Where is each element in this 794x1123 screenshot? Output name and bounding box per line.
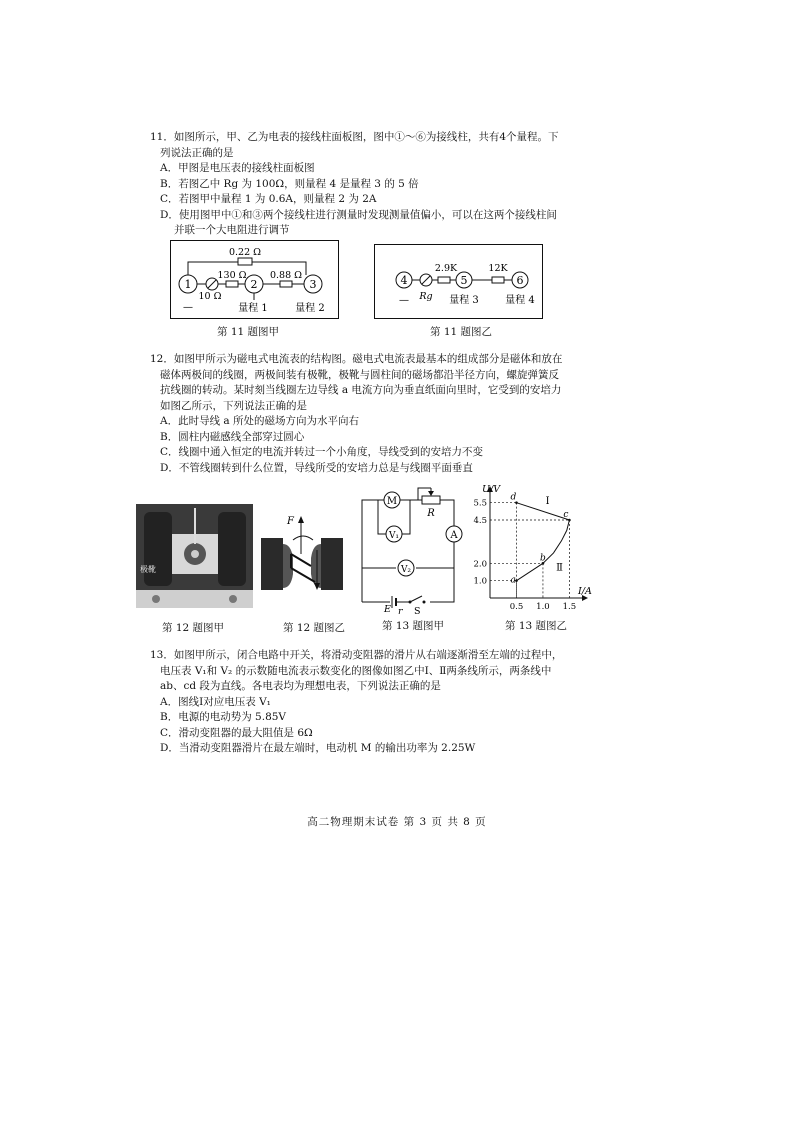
q13-option-b: B．电源的电动势为 5.85V (160, 711, 287, 723)
page-footer: 高二物理期末试卷 第 3 页 共 8 页 (307, 816, 487, 828)
resistor-2.9k-label: 2.9K (434, 263, 458, 274)
question-12 (150, 352, 590, 476)
force-f-label: F (287, 516, 294, 527)
q11-option-a: A．甲图是电压表的接线柱面板图 (160, 162, 315, 174)
series-label-2: Ⅱ (556, 562, 563, 574)
q11-figure-b-caption: 第 11 题图乙 (430, 326, 493, 338)
q13-figure-a-caption: 第 13 题图甲 (382, 620, 445, 632)
point-label-c: c (563, 510, 569, 520)
switch-s-label: S (414, 606, 421, 614)
rg-label: 10 Ω (198, 291, 222, 302)
internal-r-label: r (398, 606, 403, 614)
q11-figure-b (374, 244, 544, 320)
minus-label: — (399, 295, 409, 306)
q12-stem-line3: 抗线圈的转动。某时刻当线圈左边导线 a 电流方向为垂直纸面向里时，它受到的安培力 (160, 384, 562, 396)
resistor-mid-label: 130 Ω (217, 270, 247, 281)
q11-stem-line1: 11．如图所示，甲、乙为电表的接线柱面板图，图中①～⑥为接线柱，共有4个量程。下 (150, 131, 559, 143)
q12-figure-a-caption: 第 12 题图甲 (162, 622, 225, 634)
voltmeter-v2-label: V₂ (400, 565, 412, 575)
x-axis-label: I/A (578, 586, 592, 597)
range-3-label: 量程 3 (449, 295, 479, 306)
x-tick-1.0: 1.0 (536, 602, 550, 612)
q13-figure-b-caption: 第 13 题图乙 (505, 620, 568, 632)
q13-stem-line2: 电压表 V₁和 V₂ 的示数随电流表示数变化的图像如图乙中Ⅰ、Ⅱ两条线所示，两条线中 (160, 664, 552, 677)
range-2-label: 量程 2 (295, 303, 325, 314)
point-c (568, 519, 571, 522)
y-tick-5.5: 5.5 (473, 498, 487, 509)
terminal-6: 6 (516, 274, 524, 287)
range-4-label: 量程 4 (505, 295, 535, 306)
x-tick-1.5: 1.5 (562, 602, 577, 612)
resistor-12k-label: 12K (488, 263, 508, 274)
minus-label: — (183, 302, 193, 313)
q12-option-a: A．此时导线 a 所处的磁场方向为水平向右 (160, 415, 360, 427)
q12-option-c: C．线圈中通入恒定的电流并转过一个小角度，导线受到的安培力不变 (160, 446, 484, 458)
q12-stem-line4: 如图乙所示，下列说法正确的是 (160, 399, 307, 412)
q12-option-d: D．不管线圈转到什么位置，导线所受的安培力总是与线圈平面垂直 (160, 461, 473, 474)
point-label-b: b (539, 553, 546, 564)
question-13 (150, 648, 590, 757)
q12-figure-b (255, 510, 350, 608)
q11-option-d-line1: D．使用图甲中①和③两个接线柱进行测量时发现测量值偏小，可以在这两个接线柱间 (160, 208, 557, 221)
motor-m-label: M (386, 496, 398, 507)
q12-option-b: B．圆柱内磁感线全部穿过圆心 (160, 430, 305, 443)
ammeter-a-label: A (450, 530, 458, 541)
series-label-1: Ⅰ (545, 495, 550, 507)
emf-e-label: E (384, 604, 391, 614)
y-tick-2.0: 2.0 (473, 559, 487, 570)
range-1-label: 量程 1 (238, 303, 268, 314)
q13-stem-line3: ab、cd 段为直线。各电表均为理想电表，下列说法正确的是 (160, 680, 441, 692)
series-line-1 (516, 503, 569, 520)
terminal-3: 3 (309, 278, 317, 291)
terminal-4: 4 (400, 274, 408, 287)
resistor-right-label: 0.88 Ω (269, 270, 303, 281)
y-tick-4.5: 4.5 (473, 516, 487, 526)
q12-stem-line2: 磁体两极间的线圈，两极间装有极靴，极靴与圆柱间的磁场都沿半径方向，螺旋弹簧反 (160, 368, 559, 381)
question-11 (150, 130, 590, 239)
voltmeter-v1-label: V₁ (388, 531, 400, 541)
terminal-1: 1 (184, 278, 192, 291)
terminal-2: 2 (250, 278, 258, 291)
q13-option-d: D．当滑动变阻器滑片在最左端时，电动机 M 的输出功率为 2.25W (160, 742, 476, 754)
q11-option-c: C．若图甲中量程 1 为 0.6A，则量程 2 为 2A (160, 193, 377, 205)
q13-figure-a-circuit (358, 484, 466, 614)
q13-figure-b-graph (466, 482, 596, 614)
point-label-d: d (510, 492, 517, 503)
q13-option-a: A．图线Ⅰ对应电压表 V₁ (160, 695, 271, 708)
q13-option-c: C．滑动变阻器的最大阻值是 6Ω (160, 726, 313, 739)
pole-shoe-label: 极靴 (140, 565, 156, 574)
q11-option-b: B．若图乙中 Rg 为 100Ω，则量程 4 是量程 3 的 5 倍 (160, 177, 419, 190)
point-label-a: a (510, 575, 516, 586)
y-axis-label: U/V (482, 484, 501, 495)
rg-label: Rg (419, 291, 433, 302)
q11-figure-a (170, 240, 340, 320)
y-tick-1.0: 1.0 (473, 576, 487, 587)
terminal-5: 5 (460, 274, 468, 287)
q13-stem-line1: 13．如图甲所示，闭合电路中开关，将滑动变阻器的滑片从右端逐渐滑至左端的过程中， (150, 649, 563, 661)
q12-stem-line1: 12．如图甲所示为磁电式电流表的结构图。磁电式电流表最基本的组成部分是磁体和放在 (150, 353, 563, 365)
q12-figure-a-photo (136, 504, 253, 608)
resistor-top-label: 0.22 Ω (228, 247, 262, 258)
q12-figure-b-caption: 第 12 题图乙 (283, 622, 346, 634)
q11-stem-line2: 列说法正确的是 (160, 146, 234, 159)
rheostat-r-label: R (427, 508, 435, 519)
q11-option-d-line2: 并联一个大电阻进行调节 (174, 224, 290, 236)
x-tick-0.5: 0.5 (509, 602, 524, 612)
q11-figure-a-caption: 第 11 题图甲 (217, 326, 280, 338)
